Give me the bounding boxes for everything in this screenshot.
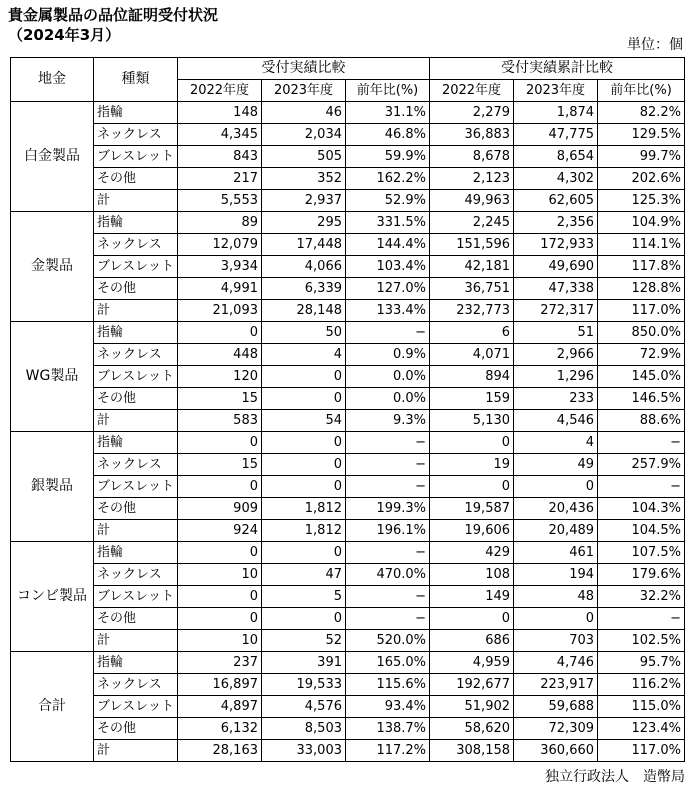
header-monthly-2022: 2022年度 [178,80,262,102]
table-row [11,102,685,124]
monthly-ratio-cell: 470.0% [346,564,430,586]
monthly-2022-cell: 217 [178,168,262,190]
cumulative-ratio-cell: 117.0% [598,740,685,762]
table-row [11,630,685,652]
cumulative-ratio-cell: 117.8% [598,256,685,278]
cumulative-ratio-cell: 104.3% [598,498,685,520]
cumulative-2022-cell: 4,959 [430,652,514,674]
cumulative-2022-cell: 19 [430,454,514,476]
cumulative-2023-cell: 461 [514,542,598,564]
table-row [11,718,685,740]
cumulative-2023-cell: 1,296 [514,366,598,388]
table-row [11,432,685,454]
monthly-2023-cell: 352 [262,168,346,190]
metal-cell: 銀製品 [11,432,94,542]
page-subtitle: （2024年3月） [8,26,121,44]
type-cell: 指輪 [94,652,178,674]
monthly-ratio-cell: − [346,432,430,454]
cumulative-2023-cell: 0 [514,608,598,630]
type-cell: 計 [94,300,178,322]
cumulative-2023-cell: 4 [514,432,598,454]
monthly-ratio-cell: − [346,322,430,344]
monthly-2023-cell: 295 [262,212,346,234]
monthly-ratio-cell: 46.8% [346,124,430,146]
type-cell: 計 [94,630,178,652]
table-row [11,124,685,146]
cumulative-ratio-cell: − [598,608,685,630]
monthly-ratio-cell: 331.5% [346,212,430,234]
monthly-2022-cell: 6,132 [178,718,262,740]
cumulative-2022-cell: 2,245 [430,212,514,234]
monthly-2023-cell: 0 [262,432,346,454]
monthly-2023-cell: 50 [262,322,346,344]
monthly-ratio-cell: 52.9% [346,190,430,212]
table-row [11,366,685,388]
cumulative-2022-cell: 36,883 [430,124,514,146]
monthly-2022-cell: 16,897 [178,674,262,696]
table-row [11,608,685,630]
cumulative-ratio-cell: 257.9% [598,454,685,476]
cumulative-2023-cell: 4,746 [514,652,598,674]
cumulative-2023-cell: 20,489 [514,520,598,542]
type-cell: 指輪 [94,102,178,124]
monthly-ratio-cell: 199.3% [346,498,430,520]
table-body [11,102,685,762]
monthly-2023-cell: 0 [262,608,346,630]
type-cell: その他 [94,168,178,190]
cumulative-2023-cell: 47,775 [514,124,598,146]
monthly-2022-cell: 4,897 [178,696,262,718]
monthly-ratio-cell: 117.2% [346,740,430,762]
table-row [11,454,685,476]
table-row [11,300,685,322]
monthly-2022-cell: 0 [178,432,262,454]
table-row [11,696,685,718]
monthly-2022-cell: 120 [178,366,262,388]
cumulative-2023-cell: 4,302 [514,168,598,190]
cumulative-2022-cell: 2,123 [430,168,514,190]
monthly-2023-cell: 17,448 [262,234,346,256]
type-cell: 指輪 [94,542,178,564]
type-cell: ネックレス [94,344,178,366]
cumulative-2022-cell: 51,902 [430,696,514,718]
monthly-2023-cell: 47 [262,564,346,586]
cumulative-2023-cell: 194 [514,564,598,586]
cumulative-2022-cell: 108 [430,564,514,586]
cumulative-2022-cell: 159 [430,388,514,410]
cumulative-2023-cell: 47,338 [514,278,598,300]
cumulative-2022-cell: 19,587 [430,498,514,520]
unit-label: 単位：個 [627,37,683,53]
cumulative-2022-cell: 429 [430,542,514,564]
monthly-ratio-cell: 162.2% [346,168,430,190]
cumulative-ratio-cell: 107.5% [598,542,685,564]
monthly-2023-cell: 0 [262,454,346,476]
cumulative-2022-cell: 308,158 [430,740,514,762]
cumulative-2023-cell: 62,605 [514,190,598,212]
issuer-footer: 独立行政法人 造幣局 [545,769,685,785]
monthly-ratio-cell: 138.7% [346,718,430,740]
table-row [11,498,685,520]
cumulative-ratio-cell: 116.2% [598,674,685,696]
cumulative-2022-cell: 8,678 [430,146,514,168]
monthly-2022-cell: 89 [178,212,262,234]
cumulative-2023-cell: 2,966 [514,344,598,366]
cumulative-ratio-cell: 95.7% [598,652,685,674]
table-row [11,344,685,366]
monthly-2022-cell: 4,991 [178,278,262,300]
metal-cell: WG製品 [11,322,94,432]
cumulative-2022-cell: 232,773 [430,300,514,322]
type-cell: その他 [94,608,178,630]
cumulative-ratio-cell: 114.1% [598,234,685,256]
cumulative-ratio-cell: 115.0% [598,696,685,718]
metal-cell: 白金製品 [11,102,94,212]
cumulative-2023-cell: 49 [514,454,598,476]
cumulative-2022-cell: 58,620 [430,718,514,740]
cumulative-2022-cell: 42,181 [430,256,514,278]
cumulative-2022-cell: 0 [430,432,514,454]
cumulative-2023-cell: 72,309 [514,718,598,740]
monthly-2022-cell: 15 [178,388,262,410]
cumulative-2023-cell: 48 [514,586,598,608]
table-row [11,652,685,674]
header-metal: 地金 [11,58,94,102]
monthly-ratio-cell: 144.4% [346,234,430,256]
type-cell: ネックレス [94,124,178,146]
monthly-ratio-cell: 127.0% [346,278,430,300]
cumulative-2022-cell: 0 [430,476,514,498]
table-row [11,322,685,344]
type-cell: ブレスレット [94,586,178,608]
cumulative-ratio-cell: 72.9% [598,344,685,366]
monthly-ratio-cell: 103.4% [346,256,430,278]
type-cell: ブレスレット [94,256,178,278]
cumulative-2022-cell: 894 [430,366,514,388]
cumulative-2022-cell: 151,596 [430,234,514,256]
type-cell: 計 [94,520,178,542]
type-cell: 計 [94,190,178,212]
monthly-2023-cell: 505 [262,146,346,168]
cumulative-ratio-cell: 102.5% [598,630,685,652]
monthly-ratio-cell: − [346,608,430,630]
table-row [11,564,685,586]
header-type: 種類 [94,58,178,102]
metal-cell: コンビ製品 [11,542,94,652]
monthly-ratio-cell: 0.9% [346,344,430,366]
page-title: 貴金属製品の品位証明受付状況 [8,6,219,24]
type-cell: ブレスレット [94,696,178,718]
type-cell: ネックレス [94,234,178,256]
monthly-2022-cell: 0 [178,542,262,564]
cumulative-ratio-cell: 128.8% [598,278,685,300]
monthly-2022-cell: 10 [178,630,262,652]
monthly-ratio-cell: − [346,454,430,476]
type-cell: 指輪 [94,322,178,344]
cumulative-2022-cell: 19,606 [430,520,514,542]
monthly-ratio-cell: 31.1% [346,102,430,124]
monthly-2023-cell: 28,148 [262,300,346,322]
cumulative-ratio-cell: 104.9% [598,212,685,234]
table-row [11,740,685,762]
table-row [11,586,685,608]
table-row [11,146,685,168]
monthly-2022-cell: 448 [178,344,262,366]
monthly-ratio-cell: 9.3% [346,410,430,432]
cumulative-ratio-cell: 202.6% [598,168,685,190]
cumulative-2023-cell: 59,688 [514,696,598,718]
monthly-ratio-cell: 0.0% [346,366,430,388]
monthly-2023-cell: 4,576 [262,696,346,718]
monthly-2023-cell: 4,066 [262,256,346,278]
header-monthly-ratio: 前年比(%) [346,80,430,102]
header-cumulative-ratio: 前年比(%) [598,80,685,102]
table-row [11,410,685,432]
monthly-ratio-cell: 133.4% [346,300,430,322]
metal-cell: 合計 [11,652,94,762]
cumulative-ratio-cell: 32.2% [598,586,685,608]
cumulative-2023-cell: 0 [514,476,598,498]
monthly-2023-cell: 46 [262,102,346,124]
table-row [11,674,685,696]
cumulative-2022-cell: 6 [430,322,514,344]
table-row [11,256,685,278]
type-cell: 指輪 [94,432,178,454]
table-row [11,278,685,300]
cumulative-ratio-cell: 88.6% [598,410,685,432]
cumulative-2023-cell: 8,654 [514,146,598,168]
cumulative-2022-cell: 4,071 [430,344,514,366]
monthly-2023-cell: 1,812 [262,498,346,520]
monthly-2022-cell: 28,163 [178,740,262,762]
monthly-2022-cell: 12,079 [178,234,262,256]
monthly-ratio-cell: − [346,586,430,608]
type-cell: その他 [94,498,178,520]
cumulative-2023-cell: 223,917 [514,674,598,696]
header-cumulative-2023: 2023年度 [514,80,598,102]
monthly-2023-cell: 391 [262,652,346,674]
monthly-2022-cell: 4,345 [178,124,262,146]
type-cell: 計 [94,410,178,432]
monthly-ratio-cell: 165.0% [346,652,430,674]
table-row [11,168,685,190]
monthly-2022-cell: 843 [178,146,262,168]
type-cell: その他 [94,718,178,740]
cumulative-ratio-cell: 123.4% [598,718,685,740]
table-row [11,388,685,410]
table-row [11,190,685,212]
monthly-2022-cell: 0 [178,322,262,344]
cumulative-2022-cell: 49,963 [430,190,514,212]
monthly-2023-cell: 2,937 [262,190,346,212]
cumulative-2023-cell: 360,660 [514,740,598,762]
header-cumulative-2022: 2022年度 [430,80,514,102]
cumulative-2023-cell: 272,317 [514,300,598,322]
table-row [11,520,685,542]
cumulative-2023-cell: 4,546 [514,410,598,432]
monthly-ratio-cell: − [346,542,430,564]
table-header [11,58,685,102]
monthly-2022-cell: 0 [178,586,262,608]
cumulative-2023-cell: 703 [514,630,598,652]
monthly-2023-cell: 2,034 [262,124,346,146]
monthly-ratio-cell: − [346,476,430,498]
monthly-2022-cell: 0 [178,608,262,630]
cumulative-ratio-cell: 117.0% [598,300,685,322]
cumulative-ratio-cell: 82.2% [598,102,685,124]
cumulative-2022-cell: 149 [430,586,514,608]
monthly-2023-cell: 54 [262,410,346,432]
table-row [11,234,685,256]
cumulative-2023-cell: 1,874 [514,102,598,124]
cumulative-2022-cell: 686 [430,630,514,652]
header-monthly-2023: 2023年度 [262,80,346,102]
monthly-ratio-cell: 59.9% [346,146,430,168]
monthly-2023-cell: 52 [262,630,346,652]
monthly-2023-cell: 33,003 [262,740,346,762]
cumulative-ratio-cell: 146.5% [598,388,685,410]
table-row [11,212,685,234]
cumulative-2022-cell: 36,751 [430,278,514,300]
monthly-2023-cell: 1,812 [262,520,346,542]
type-cell: ネックレス [94,454,178,476]
cumulative-ratio-cell: − [598,476,685,498]
monthly-2022-cell: 237 [178,652,262,674]
monthly-2022-cell: 583 [178,410,262,432]
type-cell: ブレスレット [94,476,178,498]
monthly-2023-cell: 0 [262,366,346,388]
header-group-cumulative: 受付実績累計比較 [430,58,685,80]
monthly-2023-cell: 0 [262,476,346,498]
header-group-monthly: 受付実績比較 [178,58,430,80]
cumulative-2023-cell: 49,690 [514,256,598,278]
monthly-ratio-cell: 0.0% [346,388,430,410]
type-cell: ブレスレット [94,366,178,388]
monthly-ratio-cell: 115.6% [346,674,430,696]
monthly-ratio-cell: 93.4% [346,696,430,718]
type-cell: 計 [94,740,178,762]
type-cell: その他 [94,388,178,410]
cumulative-2023-cell: 233 [514,388,598,410]
monthly-2022-cell: 909 [178,498,262,520]
monthly-ratio-cell: 196.1% [346,520,430,542]
monthly-2022-cell: 924 [178,520,262,542]
monthly-2022-cell: 10 [178,564,262,586]
monthly-ratio-cell: 520.0% [346,630,430,652]
cumulative-2023-cell: 2,356 [514,212,598,234]
monthly-2022-cell: 3,934 [178,256,262,278]
table-row [11,476,685,498]
monthly-2023-cell: 0 [262,542,346,564]
type-cell: その他 [94,278,178,300]
monthly-2023-cell: 0 [262,388,346,410]
monthly-2022-cell: 21,093 [178,300,262,322]
monthly-2022-cell: 5,553 [178,190,262,212]
monthly-2022-cell: 0 [178,476,262,498]
cumulative-2022-cell: 5,130 [430,410,514,432]
cumulative-ratio-cell: 145.0% [598,366,685,388]
monthly-2023-cell: 6,339 [262,278,346,300]
monthly-2022-cell: 148 [178,102,262,124]
cumulative-ratio-cell: 179.6% [598,564,685,586]
cumulative-2022-cell: 0 [430,608,514,630]
cumulative-ratio-cell: 129.5% [598,124,685,146]
table-row [11,542,685,564]
cumulative-ratio-cell: 850.0% [598,322,685,344]
cumulative-2023-cell: 172,933 [514,234,598,256]
certification-table [10,57,685,762]
type-cell: ブレスレット [94,146,178,168]
monthly-2022-cell: 15 [178,454,262,476]
metal-cell: 金製品 [11,212,94,322]
type-cell: 指輪 [94,212,178,234]
cumulative-2022-cell: 192,677 [430,674,514,696]
cumulative-2022-cell: 2,279 [430,102,514,124]
monthly-2023-cell: 19,533 [262,674,346,696]
cumulative-ratio-cell: 125.3% [598,190,685,212]
monthly-2023-cell: 8,503 [262,718,346,740]
cumulative-2023-cell: 51 [514,322,598,344]
type-cell: ネックレス [94,674,178,696]
cumulative-ratio-cell: − [598,432,685,454]
monthly-2023-cell: 5 [262,586,346,608]
monthly-2023-cell: 4 [262,344,346,366]
cumulative-2023-cell: 20,436 [514,498,598,520]
type-cell: ネックレス [94,564,178,586]
cumulative-ratio-cell: 104.5% [598,520,685,542]
cumulative-ratio-cell: 99.7% [598,146,685,168]
